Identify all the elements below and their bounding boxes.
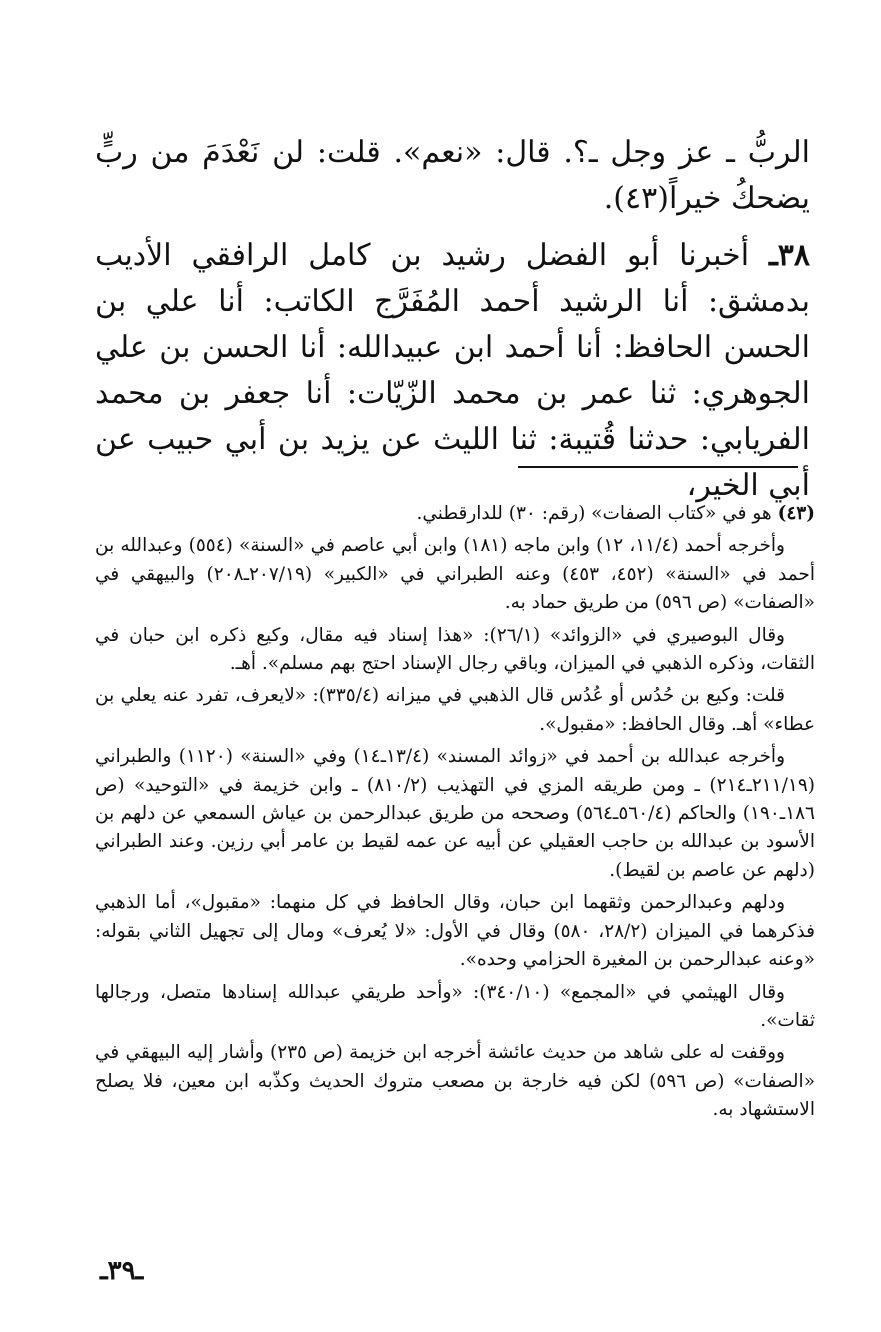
footnote-number: (٤٣)	[777, 503, 815, 524]
footnotes	[95, 500, 815, 1129]
footnote-separator	[518, 466, 798, 468]
footnote-paragraph: ووقفت له على شاهد من حديث عائشة أخرجه ابن خزيمة (ص ٢٣٥) وأشار إليه البيهقي في «الصفات» (ص ٥٩٦) لكن فيه خارجة بن مصعب متروك الحديث وكذّبه ابن معين، فلا يصلح الاستشهاد به.	[95, 1042, 816, 1121]
footnote-text: هو في «كتاب الصفات» (رقم: ٣٠) للدارقطني.	[416, 503, 772, 524]
main-paragraph-1	[95, 130, 810, 222]
page-number: ـ٣٩ـ	[100, 1256, 144, 1286]
footnote-paragraph: وأخرجه أحمد (١١/٤، ١٢) وابن ماجه (١٨١) وابن أبي عاصم في «السنة» (٥٥٤) وعبدالله بن أحمد في «السنة» (٤٥٢، ٤٥٣) وعنه الطبراني في «الكبير» (٢٠٧/١٩ـ٢٠٨) والبيهقي في «الصفات» (ص ٥٩٦) من طريق حماد به.	[95, 535, 815, 614]
footnote-paragraph: وقال الهيثمي في «المجمع» (٣٤٠/١٠): «وأحد طريقي عبدالله إسنادها متصل، ورجالها ثقات».	[95, 981, 815, 1031]
footnote-paragraph	[95, 500, 815, 528]
hadith-number: ٣٨ـ	[768, 238, 810, 273]
main-paragraph-2-text: أخبرنا أبو الفضل رشيد بن كامل الرافقي الأديب بدمشق: أنا الرشيد أحمد المُفَرَّج الكاتب: أنا علي بن الحسن الحافظ: أنا أحمد ابن عبيدالله: أنا الحسن بن علي الجوهري: ثنا عمر بن محمد الزّيّات: أنا جعفر بن محمد الفريابي: حدثنا قُتيبة: ثنا الليث عن يزيد بن أبي حبيب عن أبي الخير،	[95, 238, 810, 503]
footnote-paragraph: قلت: وكيع بن حُدُس أو عُدُس قال الذهبي في ميزانه (٣٣٥/٤): «لايعرف، تفرد عنه يعلي بن عطاء» أهـ. وقال الحافظ: «مقبول».	[95, 685, 815, 735]
footnote-paragraph: ودلهم وعبدالرحمن وثقهما ابن حبان، وقال الحافظ في كل منهما: «مقبول»، أما الذهبي فذكرهما في الميزان (٢٨/٢، ٥٨٠) وقال في الأول: «لا يُعرف» ومال إلى تجهيل الثاني بقوله: «وعنه عبدالرحمن بن المغيرة الحزامي وحده».	[95, 892, 815, 971]
footnote-paragraph: وقال البوصيري في «الزوائد» (٢٦/١): «هذا إسناد فيه مقال، وكيع ذكره ابن حبان في الثقات، وذكره الذهبي في الميزان، وباقي رجال الإسناد احتج بهم مسلم». أهـ.	[95, 624, 815, 675]
main-paragraph-1-text: الربُّ ـ عز وجل ـ؟. قال: «نعم». قلت: لن نَعْدَمَ من ربٍّ يضحكُ خيراً(٤٣).	[95, 135, 810, 216]
footnote-paragraph: وأخرجه عبدالله بن أحمد في «زوائد المسند» (١٣/٤ـ١٤) وفي «السنة» (١١٢٠) والطبراني (٢١١/١٩ـ٢١٤) ـ ومن طريقه المزي في التهذيب (٨١٠/٢) ـ وابن خزيمة في «التوحيد» (ص ١٨٦ـ١٩٠) والحاكم (٥٦٠/٤ـ٥٦٤) وصححه من طريق عبدالرحمن بن عياش السمعي عن دلهم بن الأسود بن عبدالله بن حاجب العقيلي عن أبيه عن عمه لقيط بن عامر أبي رزين. وعند الطبراني (دلهم عن عاصم بن لقيط).	[95, 746, 816, 881]
